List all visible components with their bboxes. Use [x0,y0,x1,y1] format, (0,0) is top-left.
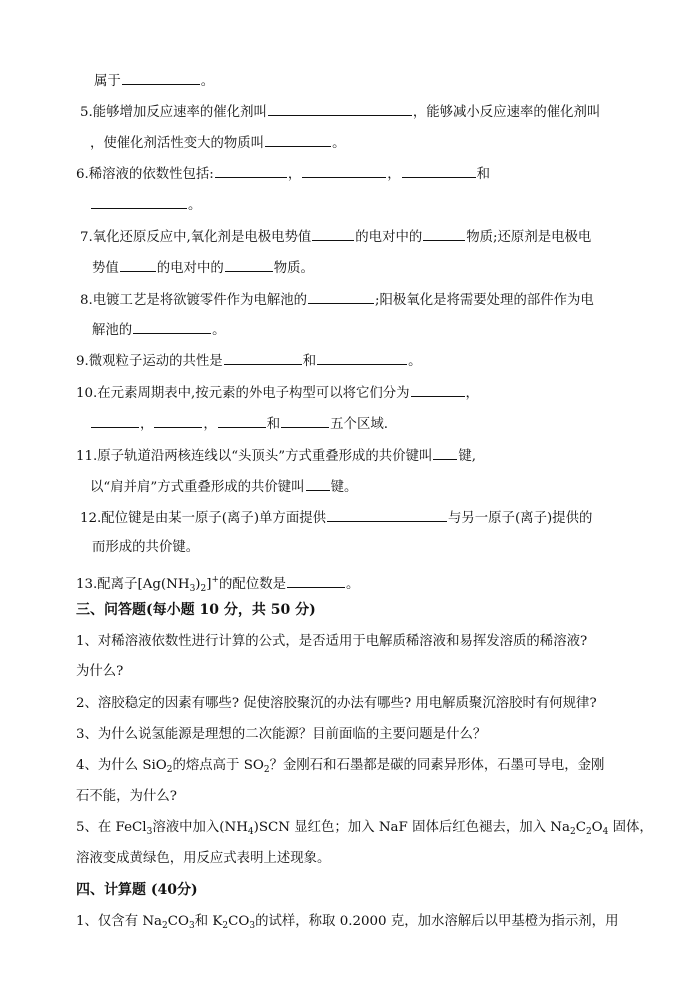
q8-line-1 [80,289,594,311]
text: 7.氧化还原反应中,氧化剂是电极电势值 [80,230,312,245]
blank [218,413,266,428]
text: ， [287,167,302,182]
s3-q4-line-1 [76,756,604,780]
q11-line-1 [76,445,476,467]
q10-line-2 [90,413,388,435]
text: 解池的 [92,323,133,338]
s3-q4-line-2: 石不能，为什么? [76,789,177,804]
text: 物质;还原剂是电极电 [466,230,592,245]
text: [Ag(NH [137,577,190,592]
subscript: 3 [189,584,196,594]
text: 势值 [92,261,119,276]
blank [302,163,386,178]
s3-q3-line: 3、为什么说氢能源是理想的二次能源？目前面临的主要问题是什么？ [76,727,487,742]
subscript: 4 [247,827,254,837]
s3-q5-line-1 [76,818,653,842]
text: 而形成的共价键。 [92,540,200,555]
blank [225,257,273,272]
blank [215,163,287,178]
q10-line-1 [76,382,479,404]
text: C [575,820,586,835]
q11-line-2 [90,476,357,498]
text: O [591,820,603,835]
text: 6.稀溶液的依数性包括: [76,167,214,182]
text: ] [206,577,212,592]
blank [411,382,465,397]
blank [154,413,202,428]
text: 键。 [330,480,358,495]
text: 五个区域. [330,417,388,432]
text: 9.微观粒子运动的共性是 [76,354,223,369]
subscript: 2 [166,765,173,775]
text: 以“肩并肩”方式重叠形成的共价键叫 [90,480,305,495]
blank [265,132,331,147]
text: 。 [200,74,215,89]
text: 的电对中的 [355,230,423,245]
blank [281,413,329,428]
section3-heading: 三、问答题(每小题 10 分，共 50 分) [76,602,316,618]
q13-line [76,570,359,599]
subscript: 3 [249,921,256,931]
blank [268,101,412,116]
subscript: 2 [162,921,168,931]
text: 固体， [608,820,653,835]
q6-line-2 [90,194,201,216]
text: 和 [476,167,490,182]
subscript: 2 [222,921,229,931]
text: 。 [346,577,360,592]
text: ， [465,386,479,401]
s3-q5-line-2: 溶液变成黄绿色，用反应式表明上述现象。 [76,851,331,866]
text: 溶液中加入(NH [152,820,248,835]
subscript: 3 [189,921,195,931]
blank [317,350,407,365]
text: 5、在 FeCl [76,820,147,835]
text: 的配位数是 [219,577,286,592]
subscript: 2 [200,584,207,594]
section4-heading: 四、计算题 (40分) [76,882,198,898]
superscript: + [211,575,220,585]
text: ， [387,167,401,182]
q6-line-1 [76,163,490,185]
text: 的电对中的 [156,261,224,276]
text: )SCN 显红色；加入 NaF 固体后红色褪去，加入 Na [253,820,570,835]
text: CO [167,914,190,929]
blank [224,350,302,365]
subscript: 4 [602,827,609,837]
blank [402,163,476,178]
blank [327,507,447,522]
blank [287,573,345,588]
text: 5.能够增加反应速率的催化剂叫 [80,105,267,120]
text: 键, [458,449,477,464]
text: 。 [408,354,422,369]
text: 8.电镀工艺是将欲镀零件作为电解池的 [80,293,308,308]
subscript: 2 [263,765,270,775]
text: 1、仅含有 Na [76,914,163,929]
text: 10.在元素周期表中,按元素的外电子构型可以将它们分为 [76,386,410,401]
q9-line [76,350,421,372]
text: 。 [212,323,226,338]
text: ，能够减小反应速率的催化剂叫 [412,105,601,120]
text: 物质。 [273,261,314,276]
subscript: 2 [569,827,576,837]
blank [120,257,156,272]
q5-line-2 [90,132,345,154]
text: 4、为什么 SiO [76,758,167,773]
text: 。 [332,136,346,151]
text: 和 [302,354,317,369]
text: ) [195,577,201,592]
blank [133,319,211,334]
blank [91,413,139,428]
s3-q1-line-2: 为什么? [76,664,124,679]
text: 。 [188,198,202,213]
s3-q2-line: 2、溶胶稳定的因素有哪些? 促使溶胶聚沉的办法有哪些? 用电解质聚沉溶胶时有何规律? [76,696,597,711]
blank [433,445,457,460]
text: ;阳极氧化是将需要处理的部件作为电 [375,293,594,308]
q12-line-2 [92,538,199,558]
text: 与另一原子(离子)提供的 [448,511,593,526]
blank [308,289,374,304]
text: 11.原子轨道沿两核连线以“头顶头”方式重叠形成的共价键叫 [76,449,433,464]
text: 和 [266,417,281,432]
text: 的试样，称取 0.2000 克，加水溶解后以甲基橙为指示剂，用 [255,914,619,929]
text: 的熔点高于 SO [172,758,264,773]
s3-q1-line-1: 1、对稀溶液依数性进行计算的公式，是否适用于电解质稀溶液和易挥发溶质的稀溶液? [76,634,588,649]
q8-line-2 [92,319,226,341]
text: 属于 [94,74,121,89]
blank [306,476,330,491]
q12-line-1 [80,507,592,529]
text: 12.配位键是由某一原子(离子)单方面提供 [80,511,326,526]
subscript: 3 [146,827,153,837]
blank [122,70,200,85]
blank [312,226,354,241]
complex-ion-formula [137,577,219,592]
q7-line-1 [80,226,591,248]
blank [91,194,187,209]
text: 13.配离子 [76,577,138,592]
blank [423,226,465,241]
text: 和 K [194,914,223,929]
q5-line-1 [80,101,600,123]
text: CO [228,914,250,929]
text: ， [140,417,154,432]
text: ， [203,417,217,432]
q7-line-2 [92,257,314,279]
q4-tail-line [94,70,214,92]
text: ，使催化剂活性变大的物质叫 [90,136,265,151]
text: ？金刚石和石墨都是碳的同素异形体，石墨可导电，金刚 [269,758,605,773]
s4-q1-line [76,912,618,936]
subscript: 2 [585,827,592,837]
